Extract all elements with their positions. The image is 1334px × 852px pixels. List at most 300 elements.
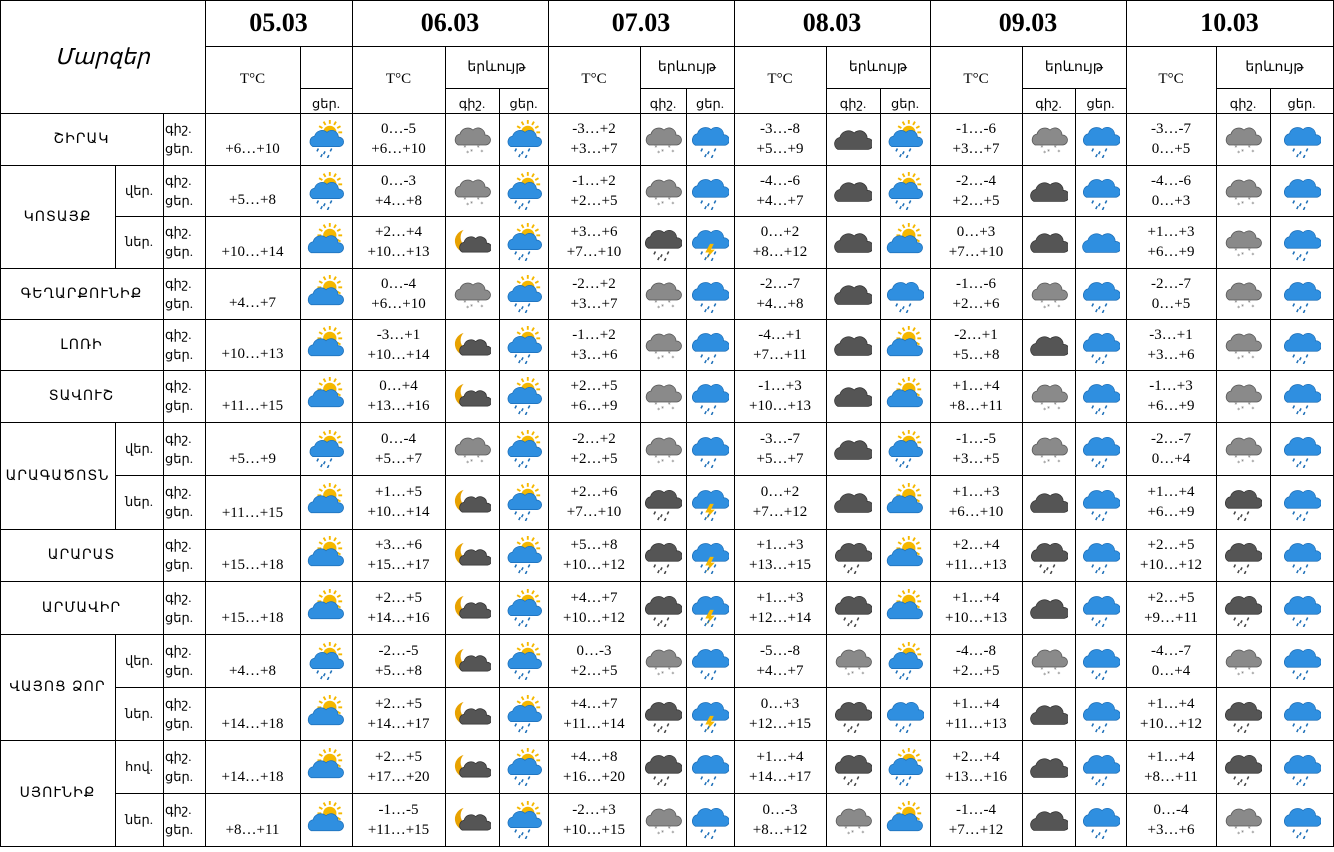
svg-text:*: * <box>476 145 480 152</box>
day-temp: +8…+12 <box>752 244 808 260</box>
night-temp: 0…-5 <box>381 121 416 137</box>
day-temp: +7…+12 <box>948 821 1004 838</box>
svg-text:*: * <box>1251 201 1255 208</box>
dark-cloud-icon <box>1022 319 1076 371</box>
region-name: ԿՈՏԱՅՔ <box>0 165 116 269</box>
day-temp: +10…+12 <box>563 557 625 573</box>
temp-col-header: T°C <box>205 46 301 114</box>
svg-text:*: * <box>463 299 467 306</box>
svg-text:*: * <box>1247 196 1251 203</box>
dark-cloud-icon <box>826 319 881 371</box>
partly-sunny-rain-icon <box>499 634 549 688</box>
cloud-rain-icon <box>1075 370 1127 423</box>
cloud-snow-icon <box>640 422 687 476</box>
svg-text:*: * <box>847 672 851 679</box>
night-temp: 0…+2 <box>760 484 800 500</box>
svg-text:*: * <box>470 303 473 310</box>
day-temp: +15…+17 <box>367 557 430 573</box>
night-temp: -2…-4 <box>956 172 996 189</box>
dark-rain-icon <box>1216 687 1271 741</box>
date-header: 10.03 <box>1126 0 1334 47</box>
day-temp: +3…+5 <box>952 450 1000 467</box>
cloud-rain-icon <box>1075 475 1127 530</box>
temperature-cell <box>930 370 1023 423</box>
dark-rain-icon <box>826 687 881 741</box>
night-temp: -2…-7 <box>1151 430 1191 447</box>
svg-text:*: * <box>1042 151 1046 158</box>
svg-text:*: * <box>671 407 675 414</box>
day-subheader: ցեր. <box>1075 88 1127 114</box>
cloud-rain-icon <box>1075 634 1127 688</box>
temperature-cell <box>205 216 301 269</box>
partly-sunny-rain-icon <box>499 687 549 741</box>
svg-text:*: * <box>667 145 671 152</box>
cloud-snow-icon <box>640 634 687 688</box>
night-temp: +2…+5 <box>375 589 422 606</box>
region-name: ՏԱՎՈՒՇ <box>0 370 164 423</box>
svg-text:*: * <box>671 355 675 362</box>
svg-text:*: * <box>1237 356 1241 363</box>
svg-text:*: * <box>667 402 671 409</box>
cloud-rain-icon <box>1075 529 1127 582</box>
dark-cloud-icon <box>1022 793 1076 847</box>
temperature-cell <box>734 581 827 635</box>
day-temp: +10…+13 <box>945 609 1007 626</box>
day-temp: +4…+7 <box>229 295 276 311</box>
svg-text:*: * <box>1039 454 1043 461</box>
svg-text:*: * <box>1042 408 1046 415</box>
dark-cloud-icon <box>826 422 881 476</box>
day-temp: +8…+11 <box>1144 768 1198 785</box>
day-temp: 0…+4 <box>1151 662 1191 679</box>
svg-text:*: * <box>1251 671 1255 678</box>
cloud-snow-icon <box>1216 319 1271 371</box>
moon-cloud-icon <box>445 581 500 635</box>
cloud-rain-icon <box>1270 687 1334 741</box>
night-temp: -3…-7 <box>1151 121 1191 137</box>
svg-text:*: * <box>661 354 664 361</box>
partly-sunny-icon <box>300 475 353 530</box>
temperature-cell <box>352 634 446 688</box>
night-temp: 0…+2 <box>760 224 800 240</box>
thunderstorm-icon <box>686 216 735 269</box>
day-temp: +10…+12 <box>1140 557 1202 573</box>
night-temp: +1…+4 <box>952 589 1000 606</box>
cloud-snow-icon <box>1022 634 1076 688</box>
temperature-cell <box>734 529 827 582</box>
temperature-cell <box>1126 165 1217 217</box>
temperature-cell <box>352 687 446 741</box>
day-temp: +11…+15 <box>367 821 430 838</box>
day-label: ցեր. <box>165 346 193 362</box>
svg-text:*: * <box>657 831 661 838</box>
day-temp: +8…+12 <box>752 821 808 838</box>
temperature-cell <box>734 475 827 530</box>
day-temp: +6…+10 <box>371 295 426 312</box>
blue-cloud-icon <box>1075 216 1127 269</box>
dark-rain-icon <box>826 529 881 582</box>
day-temp: +11…+15 <box>221 505 284 521</box>
date-header: 05.03 <box>205 0 353 47</box>
temperature-cell <box>930 422 1023 476</box>
svg-text:*: * <box>1234 666 1238 673</box>
night-temp: +1…+3 <box>756 589 804 606</box>
moon-cloud-icon <box>445 529 500 582</box>
zone-label: ներ. <box>115 216 164 269</box>
phenomenon-header: երևույթ <box>1216 46 1334 89</box>
day-temp: +4…+7 <box>756 192 804 209</box>
svg-text:*: * <box>671 830 675 837</box>
date-header: 07.03 <box>548 0 735 47</box>
temperature-cell <box>352 529 446 582</box>
cloud-snow-icon <box>1022 113 1076 166</box>
dark-rain-icon <box>1216 529 1271 582</box>
dark-cloud-icon <box>826 216 881 269</box>
svg-text:*: * <box>1046 458 1050 465</box>
night-temp: 0…+4 <box>379 378 418 394</box>
dark-cloud-icon <box>826 268 881 320</box>
svg-text:*: * <box>844 825 848 832</box>
temperature-cell <box>548 793 641 847</box>
dark-rain-icon <box>640 687 687 741</box>
temperature-cell <box>352 113 446 166</box>
svg-text:*: * <box>1237 460 1241 467</box>
partly-sunny-icon <box>300 529 353 582</box>
cloud-rain-icon <box>880 687 931 741</box>
partly-sunny-icon <box>880 319 931 371</box>
svg-text:*: * <box>1247 248 1251 255</box>
cloud-rain-icon <box>1075 793 1127 847</box>
phenomenon-header: երևույթ <box>640 46 735 89</box>
cloud-snow-icon <box>1216 165 1271 217</box>
night-temp: -3…-8 <box>760 121 800 137</box>
cloud-snow-icon <box>1022 268 1076 320</box>
day-subheader: ցեր. <box>1270 88 1334 114</box>
time-of-day-labels <box>163 634 206 688</box>
partly-sunny-rain-icon <box>499 422 549 476</box>
day-label: ցեր. <box>165 141 193 156</box>
svg-text:*: * <box>661 458 664 465</box>
night-temp: +1…+4 <box>756 748 804 765</box>
night-temp: -4…-8 <box>956 642 996 659</box>
cloud-rain-icon <box>1270 268 1334 320</box>
day-temp: +15…+18 <box>221 610 284 626</box>
night-label: գիշ. <box>165 121 192 136</box>
cloud-rain-icon <box>686 634 735 688</box>
cloud-rain-icon <box>686 740 735 794</box>
svg-text:*: * <box>1057 459 1060 466</box>
night-temp: +3…+6 <box>570 224 618 240</box>
night-temp: +1…+4 <box>952 378 1000 394</box>
day-temp: +15…+18 <box>221 557 284 573</box>
day-temp: +2…+5 <box>952 662 1000 679</box>
region-name: ԳԵՂԱՐՔՈՒՆԻՔ <box>0 268 164 320</box>
night-temp: -1…+3 <box>1149 378 1193 394</box>
temp-col-header: T°C <box>1126 46 1217 114</box>
day-temp: +3…+6 <box>1147 821 1195 838</box>
temperature-cell <box>352 581 446 635</box>
day-temp: +10…+15 <box>563 821 625 838</box>
cloud-rain-icon <box>1270 370 1334 423</box>
day-subheader: ցեր. <box>880 88 931 114</box>
moon-cloud-icon <box>445 634 500 688</box>
thunderstorm-icon <box>686 581 735 635</box>
svg-text:*: * <box>1046 406 1050 413</box>
day-label: ցեր. <box>165 192 193 208</box>
phenomenon-header: երևույթ <box>1022 46 1127 89</box>
svg-text:*: * <box>476 299 480 306</box>
svg-text:*: * <box>861 830 865 837</box>
temperature-cell <box>205 740 301 794</box>
temperature-cell <box>352 165 446 217</box>
svg-text:*: * <box>1039 145 1043 152</box>
svg-text:*: * <box>1241 406 1244 413</box>
temperature-cell <box>930 475 1023 530</box>
day-label: ցեր. <box>165 821 193 837</box>
region-name: ԼՈՌԻ <box>0 319 164 371</box>
svg-text:*: * <box>1234 299 1238 306</box>
night-temp: -4…-6 <box>760 172 800 189</box>
svg-text:*: * <box>654 299 658 306</box>
dark-cloud-icon <box>826 475 881 530</box>
svg-text:*: * <box>1053 402 1057 409</box>
day-temp: +7…+10 <box>948 244 1004 260</box>
temperature-cell <box>930 165 1023 217</box>
svg-text:*: * <box>1247 666 1251 673</box>
svg-text:*: * <box>463 196 467 203</box>
night-label: գիշ. <box>165 430 192 446</box>
temperature-cell <box>734 687 827 741</box>
night-label: գիշ. <box>165 275 192 291</box>
partly-sunny-rain-icon <box>499 740 549 794</box>
cloud-rain-icon <box>1270 529 1334 582</box>
night-temp: +4…+7 <box>570 695 618 712</box>
svg-text:*: * <box>1042 460 1046 467</box>
svg-text:*: * <box>654 454 658 461</box>
svg-text:*: * <box>1057 304 1060 311</box>
svg-text:*: * <box>480 201 484 208</box>
day-temp: +5…+9 <box>229 451 276 467</box>
cloud-rain-icon <box>1075 113 1127 166</box>
day-subheader: ցեր. <box>499 88 549 114</box>
night-temp: -2…+2 <box>572 430 616 447</box>
svg-text:*: * <box>667 299 671 306</box>
svg-text:*: * <box>476 454 480 461</box>
cloud-snow-icon <box>1216 113 1271 166</box>
svg-text:*: * <box>671 150 675 157</box>
svg-text:*: * <box>654 196 658 203</box>
night-temp: +1…+4 <box>1147 484 1195 500</box>
svg-text:*: * <box>466 305 470 312</box>
cloud-snow-icon <box>1216 793 1271 847</box>
svg-text:*: * <box>1057 671 1060 678</box>
cloud-rain-icon <box>1270 113 1334 166</box>
temperature-cell <box>205 370 301 423</box>
temp-col-header: T°C <box>352 46 446 114</box>
svg-text:*: * <box>1234 145 1238 152</box>
night-temp: 0…-3 <box>762 801 798 818</box>
svg-text:*: * <box>480 304 484 311</box>
zone-label: վեր. <box>115 634 164 688</box>
temperature-cell <box>1126 422 1217 476</box>
day-temp: +6…+10 <box>948 504 1004 520</box>
svg-text:*: * <box>1241 458 1244 465</box>
svg-text:*: * <box>1042 305 1046 312</box>
svg-text:*: * <box>857 825 861 832</box>
night-temp: +4…+7 <box>570 589 618 606</box>
day-label: ցեր. <box>165 295 193 311</box>
temperature-cell <box>548 687 641 741</box>
day-temp: +3…+7 <box>570 295 618 312</box>
day-temp: +11…+14 <box>563 715 625 732</box>
zone-label: վեր. <box>115 165 164 217</box>
night-temp: -1…-6 <box>956 121 996 137</box>
date-header: 06.03 <box>352 0 549 47</box>
night-temp: -1…-5 <box>378 801 419 818</box>
night-temp: +2…+4 <box>952 537 1000 553</box>
time-of-day-labels <box>163 581 206 635</box>
region-name: ՍՅՈՒՆԻՔ <box>0 740 116 847</box>
temperature-cell <box>1126 529 1217 582</box>
dark-rain-icon <box>826 581 881 635</box>
dark-cloud-icon <box>1022 165 1076 217</box>
temperature-cell <box>548 422 641 476</box>
day-temp: +10…+14 <box>367 504 430 520</box>
cloud-snow-icon <box>1216 634 1271 688</box>
svg-text:*: * <box>1247 350 1251 357</box>
night-label: գիշ. <box>165 801 192 817</box>
svg-text:*: * <box>463 454 467 461</box>
svg-text:*: * <box>1251 304 1255 311</box>
svg-text:*: * <box>1251 407 1255 414</box>
day-label: ցեր. <box>165 715 193 731</box>
svg-text:*: * <box>1234 350 1238 357</box>
svg-text:*: * <box>1053 454 1057 461</box>
svg-text:*: * <box>1241 252 1244 259</box>
night-temp: +1…+3 <box>1147 224 1195 240</box>
temperature-cell <box>548 216 641 269</box>
svg-text:*: * <box>470 200 473 207</box>
moon-cloud-icon <box>445 687 500 741</box>
temperature-cell <box>205 113 301 166</box>
svg-text:*: * <box>657 202 661 209</box>
svg-text:*: * <box>1042 672 1046 679</box>
date-header: 08.03 <box>734 0 931 47</box>
partly-sunny-rain-icon <box>880 113 931 166</box>
cloud-rain-icon <box>1270 634 1334 688</box>
temperature-cell <box>548 581 641 635</box>
temperature-cell <box>548 113 641 166</box>
temperature-cell <box>1126 581 1217 635</box>
temperature-cell <box>734 793 827 847</box>
day-temp: +11…+13 <box>945 557 1007 573</box>
night-subheader: գիշ. <box>640 88 687 114</box>
phenomenon-header: երևույթ <box>826 46 931 89</box>
day-temp: +14…+18 <box>221 716 284 732</box>
day-temp: +7…+10 <box>566 504 622 520</box>
svg-text:*: * <box>1234 196 1238 203</box>
svg-text:*: * <box>470 458 473 465</box>
cloud-rain-icon <box>686 422 735 476</box>
day-label: ցեր. <box>165 768 193 784</box>
temperature-cell <box>205 529 301 582</box>
day-temp: +17…+20 <box>367 768 430 785</box>
svg-text:*: * <box>661 149 664 156</box>
day-temp: +12…+14 <box>749 609 811 626</box>
day-temp: +6…+9 <box>1147 504 1195 520</box>
night-subheader: գիշ. <box>445 88 500 114</box>
temperature-cell <box>1126 687 1217 741</box>
temperature-cell <box>734 634 827 688</box>
cloud-snow-icon <box>1216 370 1271 423</box>
day-temp: +11…+15 <box>221 398 284 414</box>
svg-text:*: * <box>667 666 671 673</box>
svg-text:*: * <box>1046 670 1050 677</box>
svg-text:*: * <box>844 666 848 673</box>
svg-text:*: * <box>857 666 861 673</box>
night-temp: +1…+3 <box>952 484 1000 500</box>
temperature-cell <box>548 319 641 371</box>
svg-text:*: * <box>470 149 473 156</box>
svg-text:*: * <box>1053 145 1057 152</box>
night-subheader: գիշ. <box>1216 88 1271 114</box>
moon-cloud-icon <box>445 216 500 269</box>
dark-cloud-icon <box>826 370 881 423</box>
svg-text:*: * <box>1237 151 1241 158</box>
day-label: ցեր. <box>165 398 193 413</box>
dark-rain-icon <box>1022 529 1076 582</box>
svg-text:*: * <box>657 305 661 312</box>
temperature-cell <box>930 529 1023 582</box>
cloud-snow-icon <box>1216 216 1271 269</box>
svg-text:*: * <box>667 350 671 357</box>
cloud-rain-icon <box>686 165 735 217</box>
night-label: գիշ. <box>165 224 192 239</box>
temperature-cell <box>352 319 446 371</box>
day-temp: 0…+4 <box>1151 450 1191 467</box>
svg-text:*: * <box>1234 402 1238 409</box>
zone-label: ներ. <box>115 687 164 741</box>
svg-text:*: * <box>1241 829 1244 836</box>
day-temp: +5…+7 <box>375 450 422 467</box>
partly-sunny-icon <box>300 740 353 794</box>
cloud-rain-icon <box>1075 581 1127 635</box>
night-temp: +2…+5 <box>1147 537 1195 553</box>
time-of-day-labels <box>163 319 206 371</box>
svg-text:*: * <box>661 670 664 677</box>
partly-sunny-rain-icon <box>880 634 931 688</box>
cloud-snow-icon <box>445 113 500 166</box>
partly-sunny-icon <box>880 370 931 423</box>
temperature-cell <box>1126 740 1217 794</box>
partly-sunny-icon <box>300 581 353 635</box>
night-temp: -3…+2 <box>572 121 616 137</box>
temperature-cell <box>1126 634 1217 688</box>
svg-text:*: * <box>667 196 671 203</box>
day-temp: +7…+10 <box>566 244 622 260</box>
day-temp: +2…+6 <box>952 295 1000 312</box>
dark-rain-icon <box>1216 475 1271 530</box>
night-temp: -3…+1 <box>1149 326 1193 343</box>
partly-sunny-rain-icon <box>499 475 549 530</box>
partly-sunny-rain-icon <box>300 634 353 688</box>
svg-text:*: * <box>1241 303 1244 310</box>
time-of-day-labels <box>163 370 206 423</box>
night-temp: -4…+1 <box>758 326 802 343</box>
svg-text:*: * <box>851 829 854 836</box>
cloud-rain-icon <box>1075 740 1127 794</box>
day-temp: +5…+9 <box>756 141 804 157</box>
